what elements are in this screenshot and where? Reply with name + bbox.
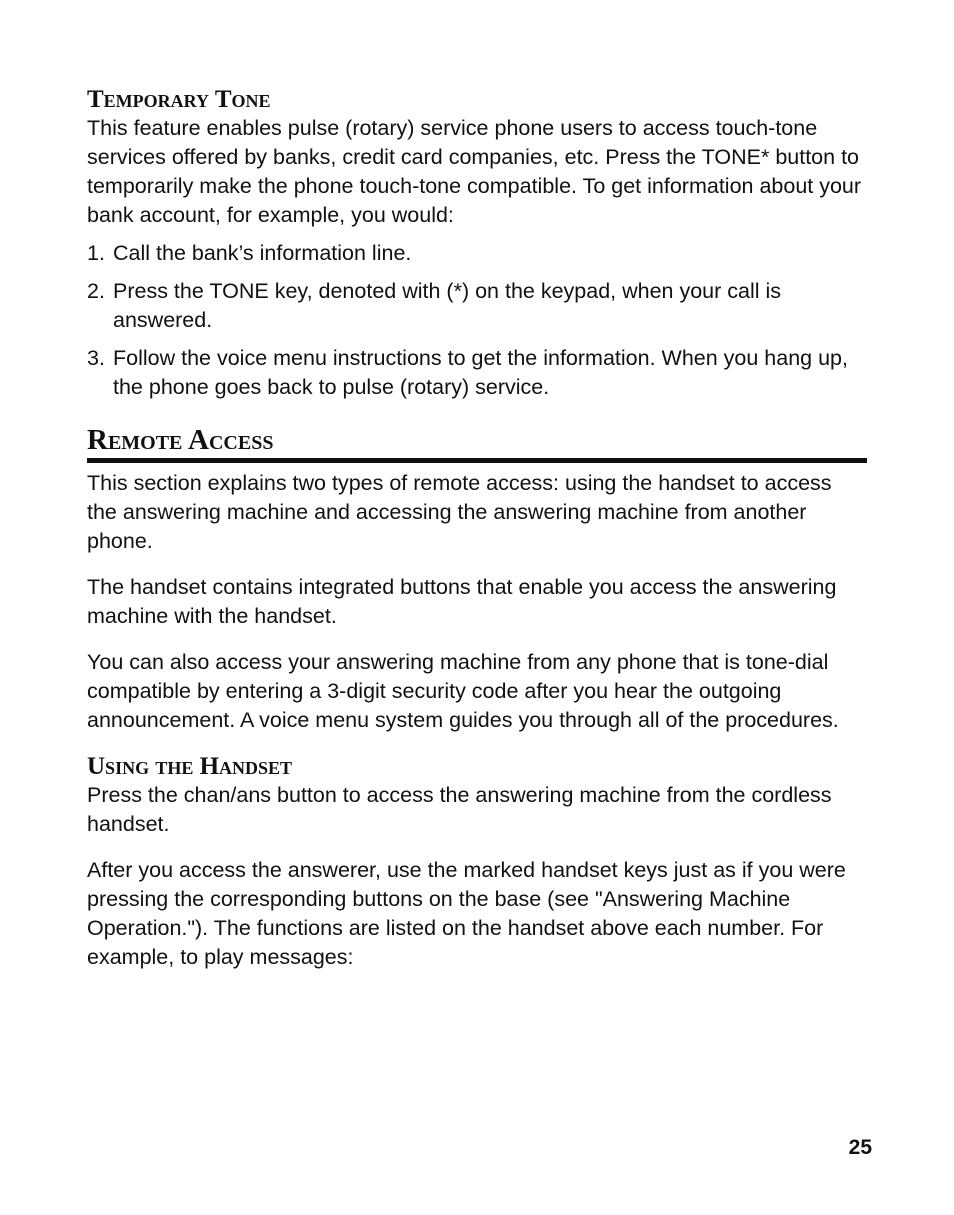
step-number: 2.: [87, 279, 105, 303]
using-handset-heading: Using the Handset: [87, 753, 293, 780]
step-number: 1.: [87, 241, 105, 265]
remote-access-para-3: You can also access your answering machine from any phone that is tone-dial compatible by entering a 3-digit security code after you hear the outgoing announcement. A voice menu system guides you through all of the procedures.: [87, 650, 839, 732]
using-handset-para-2: After you access the answerer, use the marked handset keys just as if you were pressing the corresponding buttons on the base (see "Answering Machine Operation."). The functions are listed on the handset above each number. For example, to play messages:: [87, 858, 846, 969]
temporary-tone-intro: This feature enables pulse (rotary) service phone users to access touch-tone services offered by banks, credit card companies, etc. Press the TONE* button to temporarily make the phone touch-tone compatible. To get information about your bank account, for example, you would:: [87, 116, 862, 227]
list-item: [87, 239, 867, 268]
remote-access-heading: Remote Access: [87, 424, 867, 463]
step-number: 3.: [87, 346, 105, 370]
step-text: Press the TONE key, denoted with (*) on the keypad, when your call is answered.: [113, 279, 782, 332]
remote-access-para-1: This section explains two types of remote access: using the handset to access the answering machine and accessing the answering machine from another phone.: [87, 471, 832, 553]
using-handset-para-1: Press the chan/ans button to access the answering machine from the cordless handset.: [87, 783, 832, 836]
list-item: [87, 277, 867, 335]
temporary-tone-steps: [87, 239, 867, 402]
step-text: Call the bank’s information line.: [113, 241, 412, 265]
remote-access-para-2: The handset contains integrated buttons that enable you access the answering machine with the handset.: [87, 575, 837, 628]
temporary-tone-heading: Temporary Tone: [87, 86, 271, 113]
manual-page: [87, 86, 867, 972]
step-text: Follow the voice menu instructions to get the information. When you hang up, the phone goes back to pulse (rotary) service.: [113, 346, 848, 399]
page-number: 25: [848, 1136, 872, 1159]
list-item: [87, 344, 867, 402]
